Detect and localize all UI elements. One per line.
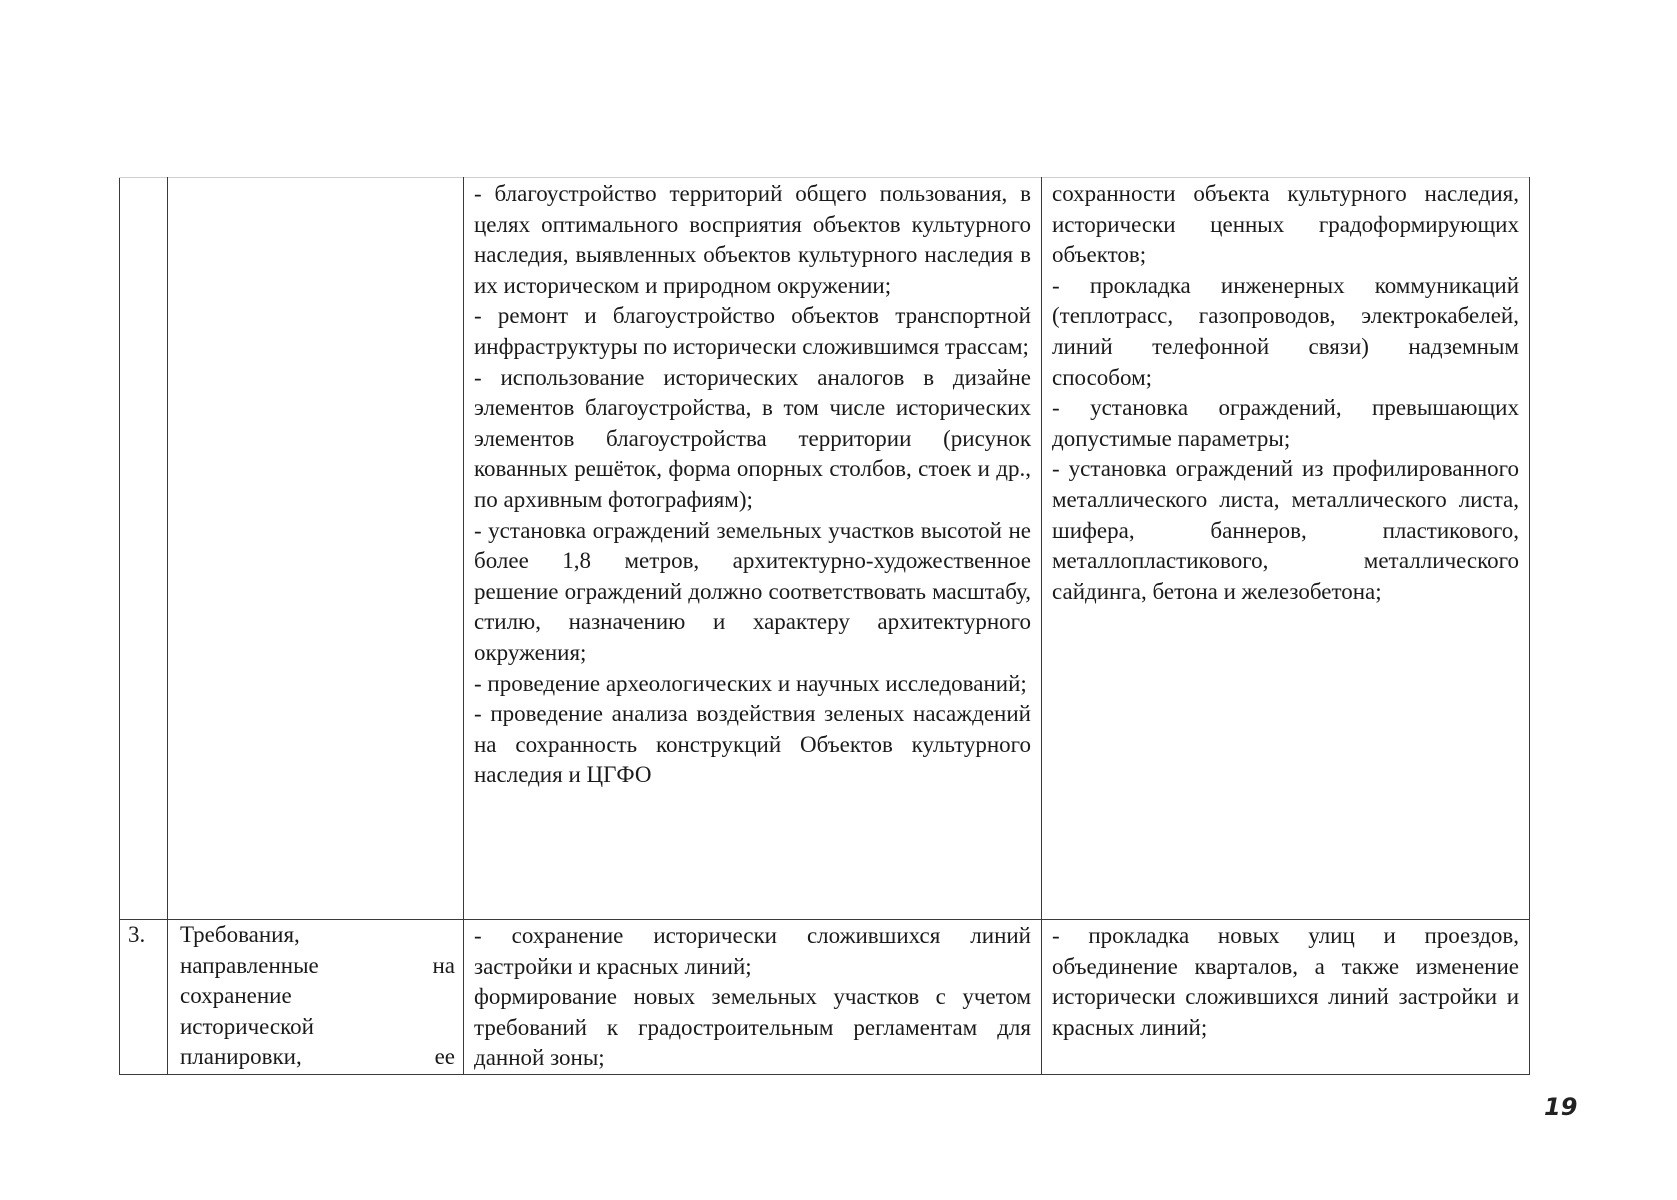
prohibited-activities-cell	[1042, 920, 1530, 1075]
prohibited-activities-text: - прокладка новых улиц и проездов, объединение кварталов, а также изменение исторически сложившихся линий застройки и красных линий;	[1052, 923, 1519, 1040]
requirement-name-line: планировки, ее	[180, 1044, 455, 1070]
allowed-activities-text: - сохранение исторически сложившихся линий застройки и красных линий; формирование новых земельных участков с учетом требований к градостроительным регламентам для данной зоны;	[474, 923, 1031, 1071]
row-number-cell	[120, 178, 168, 920]
table-row	[120, 920, 1530, 1075]
allowed-activities-text: - благоустройство территорий общего пользования, в целях оптимального восприятия объектов культурного наследия, выявленных объектов культурного наследия в их историческом и природном окружении; - ремонт и благоустройство объектов транспортной инфраструктуры по исторически сложившимся трассам; - использование исторических аналогов в дизайне элементов благоустройства, в том числе исторических элементов благоустройства территории (рисунок кованных решёток, форма опорных столбов, стоек и др., по архивным фотографиям); - установка ограждений земельных участков высотой не более 1,8 метров, архитектурно-художественное решение ограждений должно соответствовать масштабу, стилю, назначению и характеру архитектурного окружения; - проведение археологических и научных исследований; - проведение анализа воздействия зеленых насаждений на сохранность конструкций Объектов культурного наследия и ЦГФО	[474, 181, 1031, 788]
requirements-table	[119, 177, 1530, 1075]
table-row	[120, 178, 1530, 920]
allowed-activities-cell	[464, 178, 1042, 920]
requirement-name-line: сохранение	[180, 983, 292, 1009]
requirement-name-cell	[168, 920, 464, 1075]
requirement-name-line: направленные на	[180, 952, 455, 978]
allowed-activities-cell	[464, 920, 1042, 1075]
page-number: 19	[1544, 1093, 1578, 1121]
requirement-name-cell	[168, 178, 464, 920]
requirement-name-line: Требования,	[180, 922, 300, 947]
requirement-name-text	[180, 920, 455, 1073]
requirement-name-line: исторической	[180, 1013, 314, 1039]
row-number-cell: 3.	[120, 920, 168, 1075]
prohibited-activities-cell	[1042, 178, 1530, 920]
prohibited-activities-text: сохранности объекта культурного наследия, исторически ценных градоформирующих объектов; - прокладка инженерных коммуникаций (теплотрасс, газопроводов, электрокабелей, линий телефонной связи) надземным способом; - установка ограждений, превышающих допустимые параметры; - установка ограждений из профилированного металлического листа, металлического листа, шифера, баннеров, пластикового, металлопластикового, металлического сайдинга, бетона и железобетона;	[1052, 181, 1519, 604]
